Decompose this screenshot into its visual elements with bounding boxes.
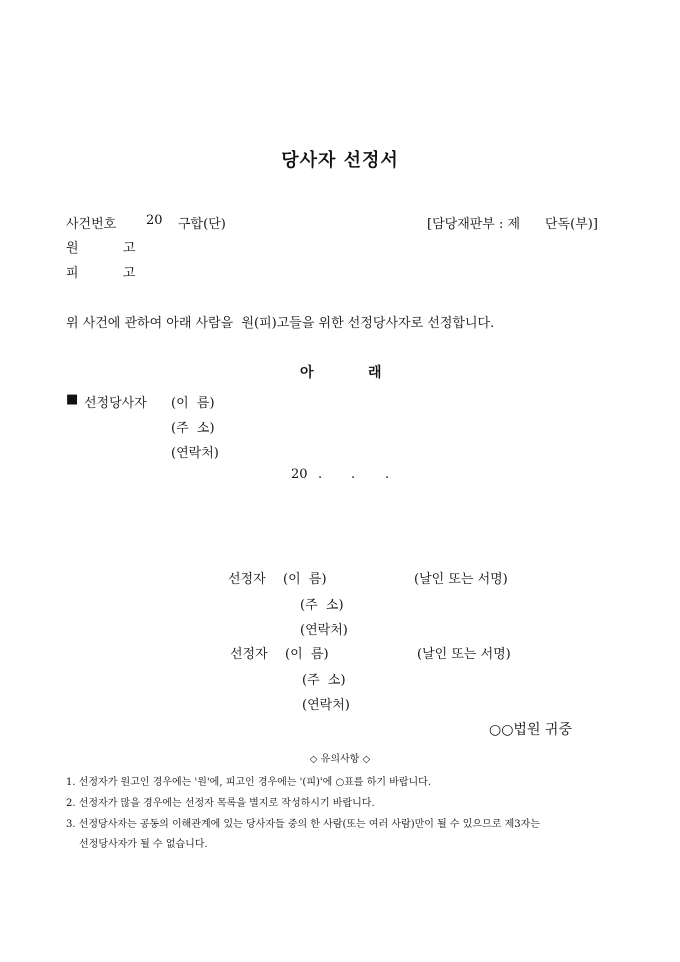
designee-address-field: (주 소) [171, 421, 215, 436]
case-type: 구합(단) [178, 217, 226, 232]
defendant-label: 피 고 [66, 266, 136, 281]
note-item: 1. 선정자가 원고인 경우에는 '원'에, 피고인 경우에는 '(피)'에 ○표를 하기 바랍니다. [66, 777, 432, 788]
note-item: 2. 선정자가 많을 경우에는 선정자 목록을 별지로 작성하시기 바랍니다. [66, 798, 375, 809]
bullet-square: ■ [66, 392, 79, 407]
date-dot-3: . [385, 467, 390, 482]
division-label: [담당재판부 : 제 [427, 217, 521, 232]
selector-label: 선정자 [230, 647, 268, 662]
selector-label: 선정자 [228, 572, 266, 587]
case-year: 20 [146, 213, 163, 228]
date-dot-2: . [351, 467, 356, 482]
designation-statement: 위 사건에 관하여 아래 사람을 원(피)고들을 위한 선정당사자로 선정합니다. [66, 316, 495, 331]
court-addressee: ○○법원 귀중 [489, 722, 572, 738]
document-title: 당사자 선정서 [281, 150, 399, 171]
designee-name-field: (이 름) [171, 396, 215, 411]
below-heading-right: 래 [368, 365, 382, 381]
designee-label: 선정당사자 [84, 396, 147, 411]
selector-address-field: (주 소) [302, 673, 346, 688]
division-panel: 단독(부)] [545, 217, 598, 232]
designee-contact-field: (연락처) [171, 446, 219, 461]
selector-seal-field: (날인 또는 서명) [417, 647, 511, 662]
selector-seal-field: (날인 또는 서명) [414, 572, 508, 587]
date-year: 20 [291, 467, 308, 482]
date-dot-1: . [318, 467, 323, 482]
note-item: 3. 선정당사자는 공동의 이해관계에 있는 당사자들 중의 한 사람(또는 여러 사람)만이 될 수 있으므로 제3자는 [66, 819, 540, 830]
notes-header: ◇ 유의사항 ◇ [309, 754, 371, 765]
selector-name-field: (이 름) [285, 647, 329, 662]
selector-name-field: (이 름) [283, 572, 327, 587]
selector-contact-field: (연락처) [300, 623, 348, 638]
plaintiff-label: 원 고 [66, 241, 136, 256]
below-heading-left: 아 [300, 365, 314, 381]
selector-contact-field: (연락처) [302, 698, 350, 713]
note-item-continuation: 선정당사자가 될 수 없습니다. [79, 839, 208, 850]
case-number-label: 사건번호 [66, 217, 117, 232]
selector-address-field: (주 소) [300, 598, 344, 613]
